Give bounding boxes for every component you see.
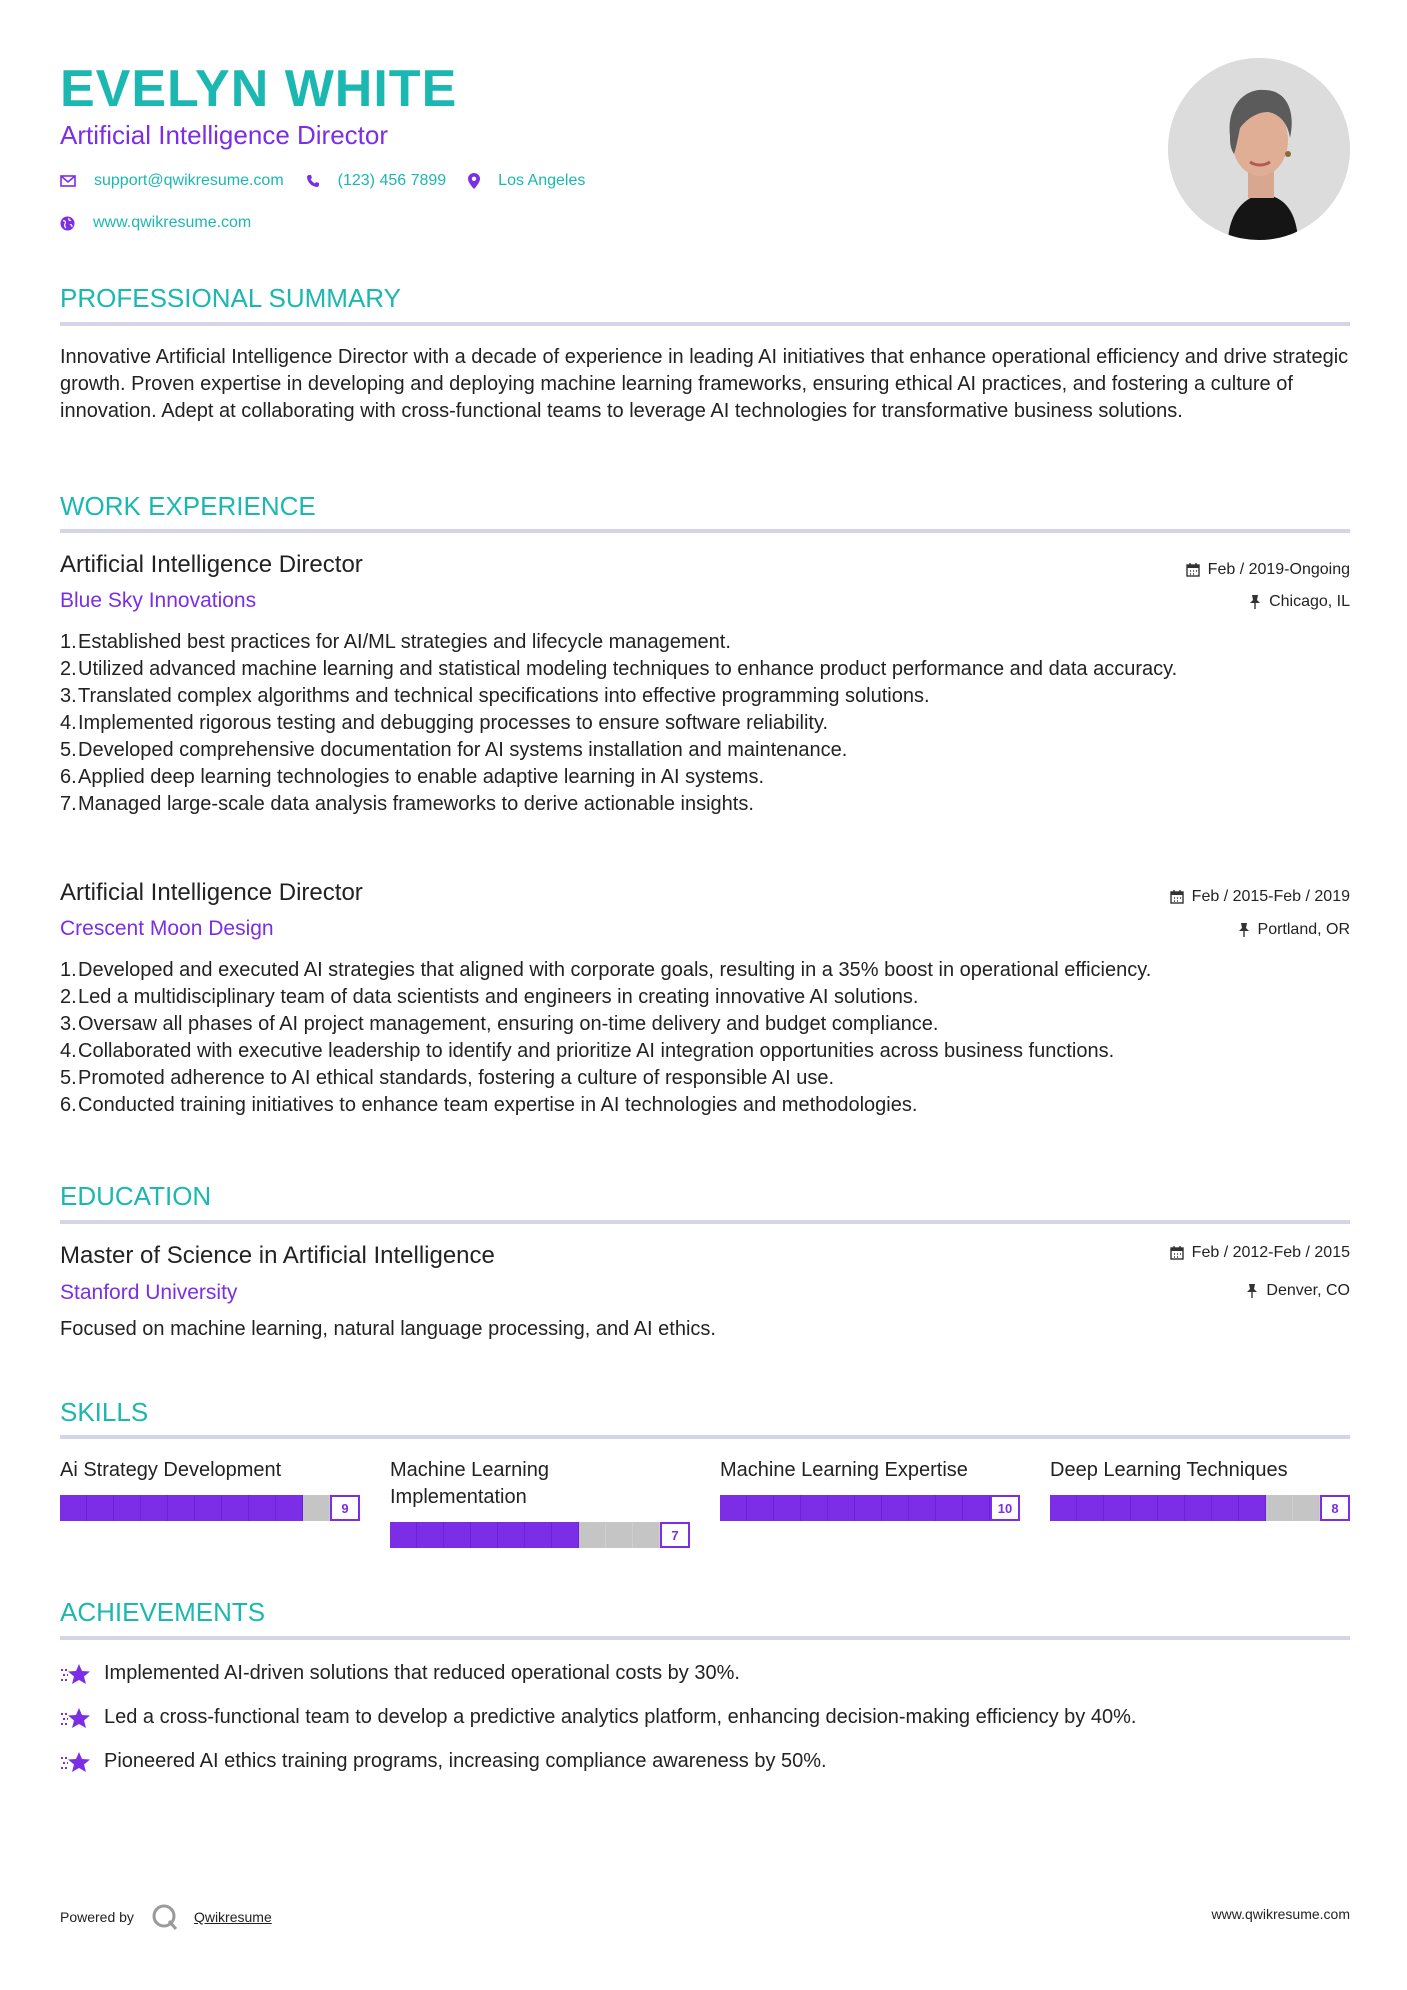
footer-powered-by xyxy=(60,1902,272,1932)
skill-bar-segment-filled xyxy=(444,1522,471,1548)
skill-bar-segment-filled xyxy=(552,1522,579,1548)
list-item: 7. Managed large-scale data analysis frameworks to derive actionable insights. xyxy=(60,793,754,815)
skill-bar xyxy=(390,1522,690,1548)
education-location xyxy=(1246,1281,1350,1301)
skill-bar-segment-filled xyxy=(936,1495,963,1521)
profile-photo xyxy=(1168,58,1350,240)
skill-item xyxy=(720,1457,1020,1516)
achievement-text: Led a cross-functional team to develop a predictive analytics platform, enhancing decision-making efficiency by 40%. xyxy=(104,1706,1137,1728)
skill-bar-segment-empty xyxy=(1266,1495,1293,1521)
job-dates xyxy=(1170,887,1350,907)
education-dates xyxy=(1170,1243,1350,1263)
skill-bar-segment-filled xyxy=(1104,1495,1131,1521)
achievement-text: Implemented AI-driven solutions that reduced operational costs by 30%. xyxy=(104,1662,740,1684)
phone-item[interactable] xyxy=(306,172,447,190)
list-item: 5. Promoted adherence to AI ethical standards, fostering a culture of responsible AI use. xyxy=(60,1067,835,1089)
list-item: 6. Applied deep learning technologies to enable adaptive learning in AI systems. xyxy=(60,766,765,788)
website-text: www.qwikresume.com xyxy=(93,214,252,231)
skill-item xyxy=(1050,1457,1350,1516)
candidate-name: EVELYN WHITE xyxy=(60,60,458,118)
skill-bar-segment-filled xyxy=(1239,1495,1266,1521)
skill-bar-segment-empty xyxy=(1293,1495,1320,1521)
skill-bar-segment-filled xyxy=(1212,1495,1239,1521)
skill-bar-segment-filled xyxy=(801,1495,828,1521)
pushpin-icon xyxy=(1249,595,1261,609)
skill-item xyxy=(390,1457,690,1543)
skill-level: 7 xyxy=(660,1522,690,1548)
achievements-divider xyxy=(60,1636,1350,1640)
job-location xyxy=(1249,592,1350,612)
skill-bar-segment-filled xyxy=(141,1495,168,1521)
skill-name: Ai Strategy Development xyxy=(60,1459,282,1481)
star-icon xyxy=(60,1706,92,1730)
job-dates xyxy=(1186,560,1350,580)
pushpin-icon xyxy=(1238,923,1250,937)
skills-divider xyxy=(60,1435,1350,1439)
skill-bar-segment-filled xyxy=(114,1495,141,1521)
skill-level: 8 xyxy=(1320,1495,1350,1521)
achievement-item xyxy=(60,1748,827,1775)
skill-bar-segment-filled xyxy=(774,1495,801,1521)
job-dates-text: Feb / 2019-Ongoing xyxy=(1207,561,1350,578)
skill-bar-segment-filled xyxy=(882,1495,909,1521)
education-dates-text: Feb / 2012-Feb / 2015 xyxy=(1191,1244,1350,1261)
location-item xyxy=(468,172,585,190)
skill-bar-segment-filled xyxy=(390,1522,417,1548)
skill-level: 10 xyxy=(990,1495,1020,1521)
skill-bar-segment-filled xyxy=(1158,1495,1185,1521)
list-item: 2. Utilized advanced machine learning and statistical modeling techniques to enhance product performance and data accuracy. xyxy=(60,658,1178,680)
list-item: 5. Developed comprehensive documentation for AI systems installation and maintenance. xyxy=(60,739,848,761)
skill-bar-segment-filled xyxy=(249,1495,276,1521)
candidate-title: Artificial Intelligence Director xyxy=(60,120,389,150)
achievement-item xyxy=(60,1660,740,1687)
skill-name: Machine Learning Implementation xyxy=(390,1459,549,1508)
list-item: 3. Translated complex algorithms and technical specifications into effective programming solutions. xyxy=(60,685,930,707)
job-bullets xyxy=(60,957,1350,1119)
skill-bar-segment-filled xyxy=(909,1495,936,1521)
skill-bar-segment-filled xyxy=(525,1522,552,1548)
skill-bar-segment-empty xyxy=(606,1522,633,1548)
education-description: Focused on machine learning, natural language processing, and AI ethics. xyxy=(60,1318,716,1340)
skill-level: 9 xyxy=(330,1495,360,1521)
skill-bar-segment-filled xyxy=(417,1522,444,1548)
list-item: 6. Conducted training initiatives to enhance team expertise in AI technologies and methodologies. xyxy=(60,1094,918,1116)
job-company: Crescent Moon Design xyxy=(60,917,274,940)
location-text: Los Angeles xyxy=(498,172,586,189)
phone-text: (123) 456 7899 xyxy=(337,172,447,189)
skill-item xyxy=(60,1457,360,1516)
calendar-icon xyxy=(1186,563,1200,577)
job-bullets xyxy=(60,629,1350,818)
list-item: 2. Led a multidisciplinary team of data scientists and engineers in creating innovative AI solutions. xyxy=(60,986,919,1008)
skills-heading: SKILLS xyxy=(60,1397,149,1427)
job-dates-text: Feb / 2015-Feb / 2019 xyxy=(1191,888,1350,905)
contact-row-2 xyxy=(60,214,273,232)
experience-heading: WORK EXPERIENCE xyxy=(60,491,316,521)
list-item: 4. Collaborated with executive leadership to identify and prioritize AI integration opportunities across business functions. xyxy=(60,1040,1115,1062)
skill-bar xyxy=(720,1495,1020,1521)
skill-bar-segment-filled xyxy=(855,1495,882,1521)
star-icon xyxy=(60,1662,92,1686)
summary-heading: PROFESSIONAL SUMMARY xyxy=(60,283,401,313)
skill-bar-segment-filled xyxy=(747,1495,774,1521)
email-text: support@qwikresume.com xyxy=(94,172,284,189)
summary-divider xyxy=(60,322,1350,326)
education-location-text: Denver, CO xyxy=(1266,1282,1350,1299)
phone-icon xyxy=(306,174,320,188)
skill-bar xyxy=(1050,1495,1350,1521)
achievements-heading: ACHIEVEMENTS xyxy=(60,1597,266,1627)
skill-bar-segment-filled xyxy=(60,1495,87,1521)
qwikresume-logo-icon xyxy=(150,1902,180,1932)
skill-bar-segment-filled xyxy=(471,1522,498,1548)
globe-icon xyxy=(60,216,75,231)
achievement-item xyxy=(60,1704,1136,1731)
list-item: 1. Developed and executed AI strategies that aligned with corporate goals, resulting in a 35% boost in operational efficiency. xyxy=(60,959,1152,981)
skill-bar-segment-filled xyxy=(720,1495,747,1521)
skill-bar-segment-filled xyxy=(498,1522,525,1548)
brand-link[interactable]: Qwikresume xyxy=(193,1909,272,1925)
education-divider xyxy=(60,1220,1350,1224)
skill-bar xyxy=(60,1495,360,1521)
skill-bar-segment-empty xyxy=(633,1522,660,1548)
map-pin-icon xyxy=(468,173,480,189)
job-title: Artificial Intelligence Director xyxy=(60,551,363,578)
summary-text: Innovative Artificial Intelligence Director with a decade of experience in leading AI initiatives that enhance operational efficiency and drive strategic growth. Proven expertise in developing and deploying machine learning frameworks, ensuring ethical AI practices, and fostering a culture of innovation. Adept at collaborating with cross-functional teams to leverage AI technologies for transformative business solutions. xyxy=(60,346,1349,422)
list-item: 3. Oversaw all phases of AI project management, ensuring on-time delivery and budget compliance. xyxy=(60,1013,939,1035)
list-item: 4. Implemented rigorous testing and debugging processes to ensure software reliability. xyxy=(60,712,829,734)
degree-title: Master of Science in Artificial Intelligence xyxy=(60,1242,495,1269)
star-icon xyxy=(60,1750,92,1774)
job-location-text: Chicago, IL xyxy=(1269,593,1350,610)
skill-bar-segment-empty xyxy=(579,1522,606,1548)
job-company: Blue Sky Innovations xyxy=(60,589,257,612)
mail-icon xyxy=(60,175,76,187)
school-name: Stanford University xyxy=(60,1281,238,1304)
skill-bar-segment-filled xyxy=(1185,1495,1212,1521)
skill-bar-segment-filled xyxy=(963,1495,990,1521)
experience-divider xyxy=(60,529,1350,533)
website-item[interactable] xyxy=(60,214,251,232)
skill-bar-segment-filled xyxy=(87,1495,114,1521)
email-item[interactable] xyxy=(60,172,284,190)
pushpin-icon xyxy=(1246,1284,1258,1298)
calendar-icon xyxy=(1170,890,1184,904)
job-title: Artificial Intelligence Director xyxy=(60,879,363,906)
calendar-icon xyxy=(1170,1246,1184,1260)
skill-bar-segment-empty xyxy=(303,1495,330,1521)
footer-url[interactable]: www.qwikresume.com xyxy=(1211,1906,1350,1922)
job-location xyxy=(1238,920,1350,940)
skill-name: Machine Learning Expertise xyxy=(720,1459,968,1481)
skill-bar-segment-filled xyxy=(828,1495,855,1521)
skill-bar-segment-filled xyxy=(1077,1495,1104,1521)
skill-bar-segment-filled xyxy=(276,1495,303,1521)
education-heading: EDUCATION xyxy=(60,1181,212,1211)
skill-name: Deep Learning Techniques xyxy=(1050,1459,1288,1481)
powered-by-label: Powered by xyxy=(60,1909,134,1925)
skill-bar-segment-filled xyxy=(168,1495,195,1521)
skill-bar-segment-filled xyxy=(222,1495,249,1521)
job-location-text: Portland, OR xyxy=(1257,921,1350,938)
skill-bar-segment-filled xyxy=(1050,1495,1077,1521)
skill-bar-segment-filled xyxy=(195,1495,222,1521)
list-item: 1. Established best practices for AI/ML strategies and lifecycle management. xyxy=(60,631,731,653)
skill-bar-segment-filled xyxy=(1131,1495,1158,1521)
achievement-text: Pioneered AI ethics training programs, increasing compliance awareness by 50%. xyxy=(104,1750,827,1772)
contact-row-1 xyxy=(60,172,607,190)
